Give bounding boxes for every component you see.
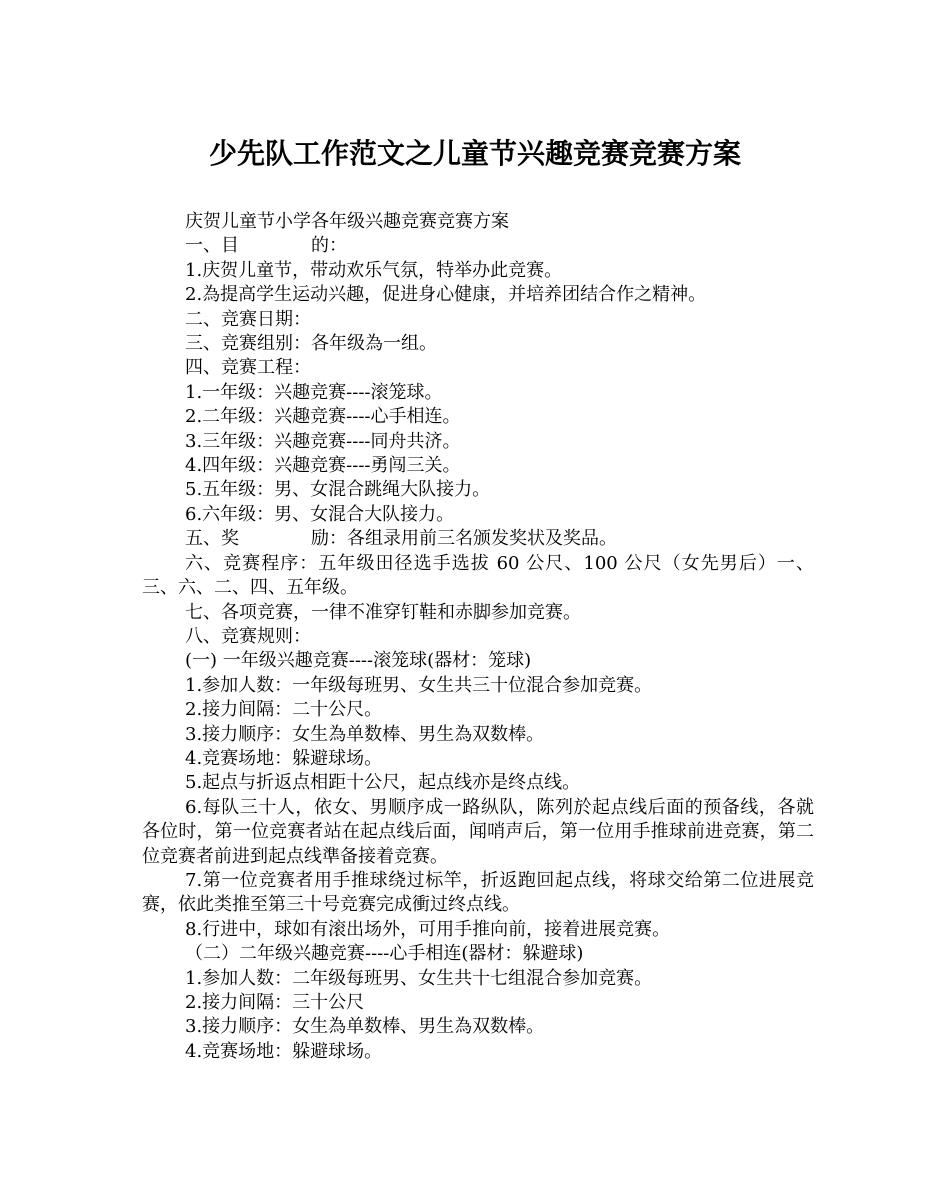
paragraph: 七、各项竞赛，一律不准穿钉鞋和赤脚参加竞赛。 [185, 601, 581, 623]
paragraph: 2.接力间隔：三十公尺 [185, 992, 365, 1013]
paragraph: 2.接力间隔：二十公尺。 [185, 699, 383, 721]
paragraph: 2.為提高学生运动兴趣，促进身心健康，并培养团结合作之精神。 [185, 284, 707, 306]
paragraph: 六、竞赛程序：五年级田径选手选拔 60 公尺、100 公尺（女先男后）一、三、六、二、四、五年级。 [142, 552, 814, 599]
document-title: 少先队工作范文之儿童节兴趣竞赛竞赛方案 [208, 137, 741, 170]
paragraph: 4.四年级：兴趣竞赛----勇闯三关。 [185, 455, 461, 477]
paragraph: （二）二年级兴趣竞赛----心手相连(器材：躲避球) [185, 943, 584, 965]
paragraph: 6.每队三十人，依女、男顺序成一路纵队，陈列於起点线后面的预备线，各就各位时，第一位竞赛者站在起点线后面，闻哨声后，第一位用手推球前进竞赛，第二位竞赛者前进到起点线準备接着竞赛。 [142, 796, 814, 867]
paragraph: 五、奖 励：各组录用前三名颁发奖状及奖品。 [185, 528, 617, 550]
paragraph: 3.接力顺序：女生為单数棒、男生為双数棒。 [185, 1016, 545, 1038]
paragraph: 1.庆贺儿童节，带动欢乐气氛，特举办此竞赛。 [185, 259, 563, 281]
paragraph: 三、竞赛组别：各年级為一组。 [185, 333, 437, 355]
paragraph: 3.三年级：兴趣竞赛----同舟共济。 [185, 430, 461, 452]
paragraph: (一) 一年级兴趣竞赛----滚笼球(器材：笼球) [185, 650, 532, 672]
paragraph: 八、竞赛规则： [185, 625, 311, 647]
paragraph: 2.二年级：兴趣竞赛----心手相连。 [185, 406, 461, 428]
paragraph: 7.第一位竞赛者用手推球绕过标竿，折返跑回起点线，将球交给第二位进展竞赛，依此类推至第三十号竞赛完成衝过终点线。 [142, 869, 814, 916]
paragraph: 四、竞赛工程： [185, 357, 311, 379]
paragraph: 8.行进中，球如有滚出场外，可用手推向前，接着进展竞赛。 [185, 918, 671, 940]
document-body [142, 210, 814, 1064]
paragraph: 二、竞赛日期： [185, 308, 311, 330]
paragraph: 庆贺儿童节小学各年级兴趣竞赛竞赛方案 [185, 211, 509, 232]
paragraph: 1.参加人数：二年级每班男、女生共十七组混合参加竞赛。 [185, 967, 653, 989]
paragraph: 4.竞赛场地：躲避球场。 [185, 747, 383, 769]
paragraph: 1.一年级：兴趣竞赛----滚笼球。 [185, 381, 443, 403]
paragraph: 5.五年级：男、女混合跳绳大队接力。 [185, 479, 491, 501]
paragraph: 一、目 的： [185, 235, 347, 257]
paragraph: 3.接力顺序：女生為单数棒、男生為双数棒。 [185, 723, 545, 745]
paragraph: 1.参加人数：一年级每班男、女生共三十位混合参加竞赛。 [185, 674, 653, 696]
paragraph: 6.六年级：男、女混合大队接力。 [185, 503, 455, 525]
paragraph: 5.起点与折返点相距十公尺，起点线亦是终点线。 [185, 772, 581, 794]
paragraph: 4.竞赛场地：躲避球场。 [185, 1040, 383, 1062]
